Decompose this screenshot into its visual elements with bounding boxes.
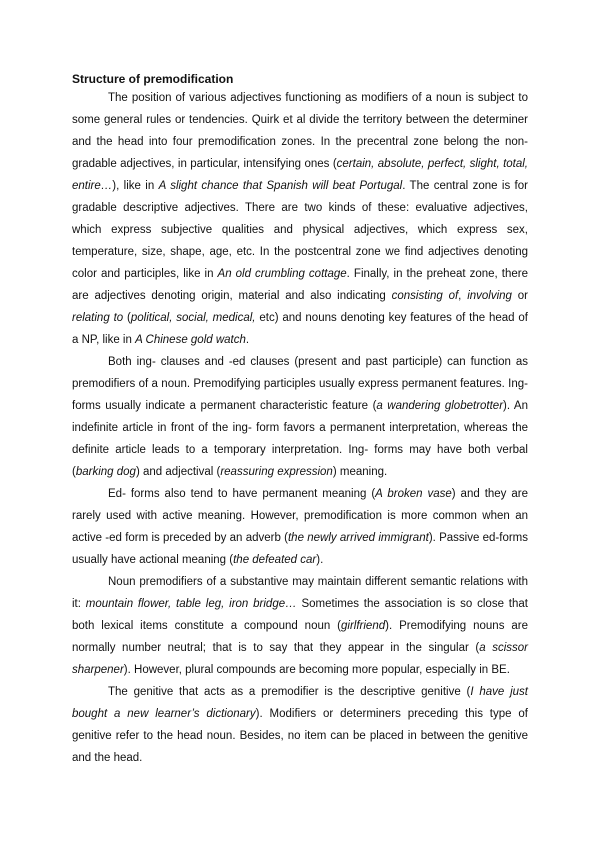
body-paragraph — [72, 351, 528, 483]
italic-example: the newly arrived immigrant — [287, 532, 429, 544]
text-run: ) and adjectival ( — [135, 466, 221, 478]
text-run: ). However, plural compounds are becoming more popular, especially in BE. — [123, 664, 510, 676]
text-run: ). Modifiers or determiners preceding this type of genitive refer to the head noun. Besides, no item can be placed in between the genitive and the head. — [72, 708, 528, 764]
text-run: . The central zone is for gradable descriptive adjectives. There are two kinds of these: evaluative adjectives, which express subjective qualities and physical adjectives, which express sex, temperature, size, shape, age, etc. In the postcentral zone we find adjectives denoting color and participles, like in — [72, 180, 528, 280]
italic-example: a scissor sharpener — [72, 642, 528, 676]
italic-example: reassuring expression — [220, 466, 333, 478]
italic-example: consisting of — [391, 290, 459, 302]
italic-example: political, social, medical, — [130, 312, 256, 324]
italic-example: relating to — [72, 312, 124, 324]
italic-example: An old crumbling cottage — [217, 268, 347, 280]
text-run: Ed- forms also tend to have permanent meaning ( — [108, 488, 376, 500]
text-run: Sometimes the association is so close that both lexical items constitute a compound noun ( — [72, 598, 528, 632]
text-run: ( — [123, 312, 131, 324]
italic-example: A Chinese gold watch — [135, 334, 246, 346]
text-block — [72, 71, 528, 769]
italic-example: involving — [467, 290, 512, 302]
text-run: or — [511, 290, 529, 302]
italic-example: certain, absolute, perfect, slight, total, entire… — [72, 158, 528, 192]
body-paragraph — [72, 681, 528, 769]
text-run: ). Passive ed-forms usually have actional meaning ( — [72, 532, 529, 566]
italic-example: mountain flower, table leg, iron bridge… — [85, 598, 297, 610]
italic-example: a wandering globetrotter — [376, 400, 504, 412]
paragraph-list — [72, 87, 528, 769]
text-run: The genitive that acts as a premodifier is the descriptive genitive ( — [108, 686, 471, 698]
text-run: ). — [316, 554, 324, 566]
text-run: ) meaning. — [332, 466, 388, 478]
text-run: ). Premodifying nouns are normally number neutral; that is to say that they appear in the singular ( — [72, 620, 528, 654]
text-run: ). An indefinite article in front of the ing- form favors a permanent interpretation, whereas the definite article leads to a temporary interpretation. Ing- forms may have both verbal ( — [72, 400, 528, 478]
text-run: Noun premodifiers of a substantive may maintain different semantic relations with it: — [72, 576, 528, 610]
body-paragraph — [72, 483, 528, 571]
italic-example: girlfriend — [341, 620, 386, 632]
text-run: . — [245, 334, 250, 346]
text-run: etc) and nouns denoting key features of the head of a NP, like in — [72, 312, 528, 346]
italic-example: the defeated car — [233, 554, 317, 566]
text-run: Both ing- clauses and -ed clauses (present and past participle) can function as premodifiers of a noun. Premodifying participles usually express permanent features. Ing- forms usually indicate a permanent characteristic feature ( — [72, 356, 528, 412]
italic-example: A slight chance that Spanish will beat Portugal — [158, 180, 403, 192]
text-run: , — [458, 290, 468, 302]
text-run: ), like in — [112, 180, 159, 192]
section-heading: Structure of premodification — [72, 72, 234, 86]
text-run: The position of various adjectives functioning as modifiers of a noun is subject to some general rules or tendencies. Quirk et al divide the territory between the determiner and the head into four premodification zones. In the precentral zone belong the non-gradable adjectives, in particular, intensifying ones ( — [72, 92, 528, 170]
text-run: ) and they are rarely used with active meaning. However, premodification is more common when an active -ed form is preceded by an adverb ( — [72, 488, 529, 544]
italic-example: A broken vase — [375, 488, 452, 500]
italic-example: barking dog — [75, 466, 136, 478]
italic-example: I have just bought a new learner’s dictionary — [72, 686, 528, 720]
body-paragraph — [72, 571, 528, 681]
text-run: . Finally, in the preheat zone, there are adjectives denoting origin, material and also indicating — [72, 268, 529, 302]
body-paragraph — [72, 87, 528, 351]
